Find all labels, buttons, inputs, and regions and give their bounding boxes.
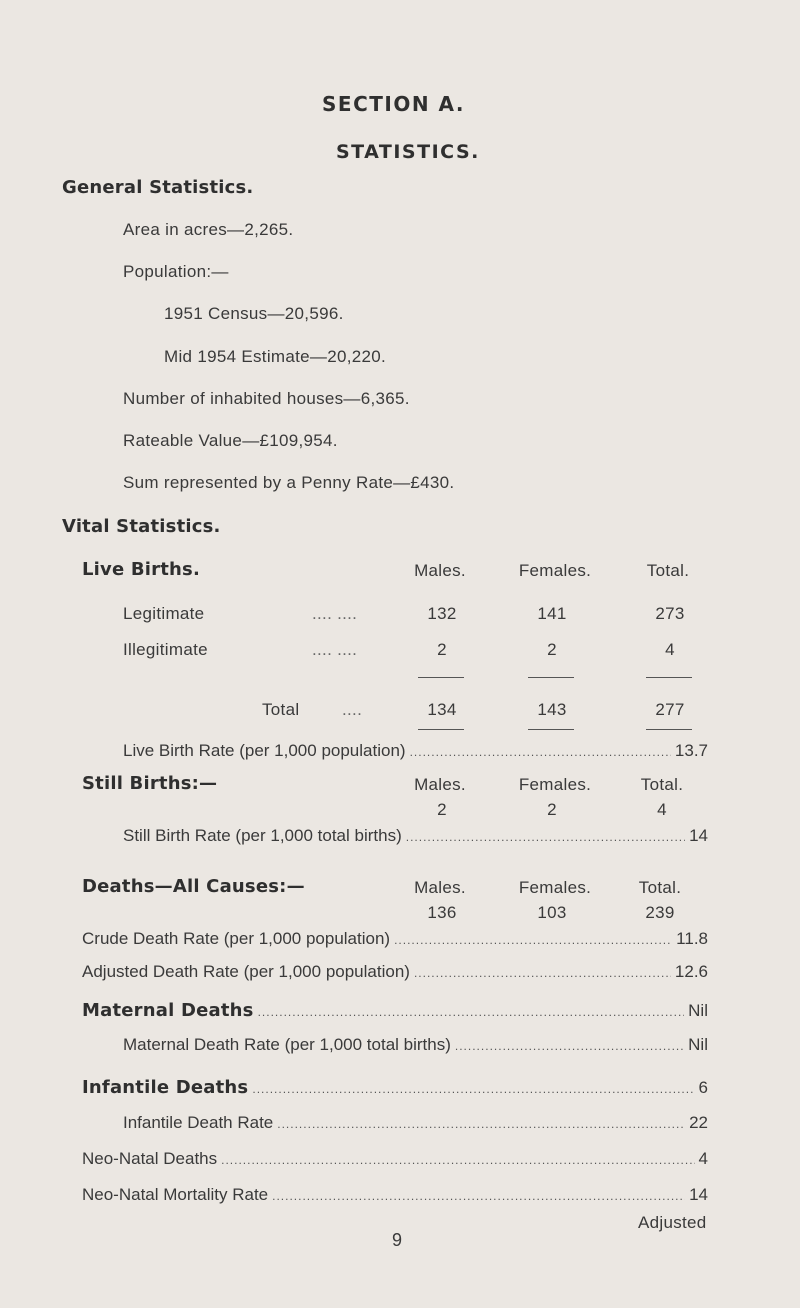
live-birth-rate-row [123, 741, 708, 761]
illegitimate-label: Illegitimate [123, 640, 208, 659]
leader-dots [258, 1005, 685, 1019]
deaths-header-females: Females. [518, 878, 592, 897]
illegitimate-leader-dots: .... .... [312, 640, 358, 659]
illegitimate-males: 2 [437, 640, 447, 659]
legitimate-total: 273 [655, 604, 685, 623]
leader-dots [414, 966, 671, 980]
rateable-value-line: Rateable Value—£109,954. [123, 431, 338, 450]
live-birth-rate-label: Live Birth Rate (per 1,000 population) [123, 741, 406, 760]
deaths-header-total: Total. [638, 878, 682, 897]
neo-natal-mortality-rate-value: 14 [689, 1185, 708, 1204]
legitimate-males: 132 [427, 604, 457, 623]
vital-statistics-heading: Vital Statistics. [62, 516, 221, 537]
population-label: Population:— [123, 262, 229, 281]
total-females: 143 [537, 700, 567, 719]
total-underline-females [528, 729, 574, 730]
still-births-header-males: Males. [414, 775, 466, 794]
infantile-death-rate-value: 22 [689, 1113, 708, 1132]
total-rule-females [528, 677, 574, 678]
leader-dots [272, 1189, 685, 1203]
general-statistics-heading: General Statistics. [62, 177, 254, 198]
total-rule-males [418, 677, 464, 678]
still-births-females: 2 [547, 800, 557, 819]
maternal-deaths-row [82, 1000, 708, 1021]
neo-natal-deaths-row [82, 1149, 708, 1169]
still-birth-rate-value: 14 [689, 826, 708, 845]
neo-natal-mortality-rate-row [82, 1185, 708, 1205]
infantile-deaths-heading: Infantile Deaths [82, 1077, 249, 1098]
live-births-heading: Live Births. [82, 559, 200, 580]
illegitimate-females: 2 [547, 640, 557, 659]
adjusted-death-rate-row [82, 962, 708, 982]
adjusted-death-rate-label: Adjusted Death Rate (per 1,000 population) [82, 962, 410, 981]
neo-natal-deaths-label: Neo-Natal Deaths [82, 1149, 218, 1168]
leader-dots [410, 745, 671, 759]
live-birth-rate-value: 13.7 [674, 741, 708, 760]
total-leader-dots: .... [342, 700, 363, 719]
legitimate-label: Legitimate [123, 604, 205, 623]
column-header-total: Total. [646, 561, 690, 580]
maternal-death-rate-row [123, 1035, 708, 1055]
section-heading: SECTION A. [322, 92, 465, 116]
census-line: 1951 Census—20,596. [164, 304, 344, 323]
total-label: Total [262, 700, 300, 719]
deaths-females: 103 [537, 903, 567, 922]
illegitimate-total: 4 [665, 640, 675, 659]
adjusted-note: Adjusted [638, 1213, 707, 1232]
legitimate-leader-dots: .... .... [312, 604, 358, 623]
total-underline-males [418, 729, 464, 730]
crude-death-rate-value: 11.8 [676, 929, 708, 948]
adjusted-death-rate-value: 12.6 [674, 962, 708, 981]
deaths-males: 136 [427, 903, 457, 922]
still-births-header-total: Total. [640, 775, 684, 794]
column-header-males: Males. [414, 561, 466, 580]
infantile-death-rate-row [123, 1113, 708, 1133]
total-males: 134 [427, 700, 457, 719]
neo-natal-deaths-value: 4 [698, 1149, 708, 1168]
infantile-deaths-row [82, 1077, 708, 1098]
still-birth-rate-label: Still Birth Rate (per 1,000 total births) [123, 826, 402, 845]
penny-rate-line: Sum represented by a Penny Rate—£430. [123, 473, 455, 492]
maternal-deaths-value: Nil [688, 1001, 708, 1020]
neo-natal-mortality-rate-label: Neo-Natal Mortality Rate [82, 1185, 269, 1204]
maternal-death-rate-label: Maternal Death Rate (per 1,000 total births) [123, 1035, 451, 1054]
page-title: STATISTICS. [336, 141, 480, 163]
still-birth-rate-row [123, 826, 708, 846]
leader-dots [406, 830, 685, 844]
still-births-males: 2 [437, 800, 447, 819]
deaths-total: 239 [645, 903, 675, 922]
leader-dots [455, 1039, 684, 1053]
crude-death-rate-row [82, 929, 708, 949]
leader-dots [221, 1153, 694, 1167]
leader-dots [277, 1117, 685, 1131]
deaths-heading: Deaths—All Causes:— [82, 876, 305, 897]
infantile-deaths-value: 6 [698, 1078, 708, 1097]
still-births-total: 4 [657, 800, 667, 819]
total-rule-total [646, 677, 692, 678]
crude-death-rate-label: Crude Death Rate (per 1,000 population) [82, 929, 391, 948]
leader-dots [394, 933, 672, 947]
column-header-females: Females. [518, 561, 592, 580]
estimate-line: Mid 1954 Estimate—20,220. [164, 347, 387, 366]
page-number: 9 [392, 1230, 403, 1250]
maternal-deaths-heading: Maternal Deaths [82, 1000, 254, 1021]
still-births-heading: Still Births:— [82, 773, 218, 794]
inhabited-houses-line: Number of inhabited houses—6,365. [123, 389, 410, 408]
still-births-header-females: Females. [518, 775, 592, 794]
total-total: 277 [655, 700, 685, 719]
deaths-header-males: Males. [414, 878, 466, 897]
area-line: Area in acres—2,265. [123, 220, 294, 239]
leader-dots [252, 1082, 694, 1096]
maternal-death-rate-value: Nil [688, 1035, 708, 1054]
infantile-death-rate-label: Infantile Death Rate [123, 1113, 274, 1132]
legitimate-females: 141 [537, 604, 567, 623]
total-underline-total [646, 729, 692, 730]
